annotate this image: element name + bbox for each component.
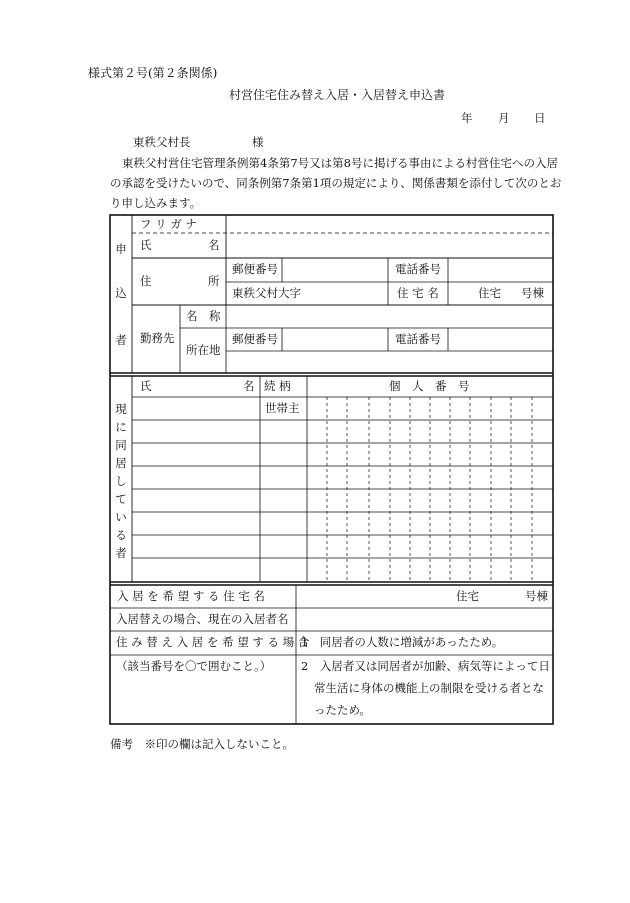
work-location-label: 所在地 bbox=[186, 343, 221, 357]
cohabitant-char-7: い bbox=[115, 510, 127, 524]
addressee: 東秩父村長 bbox=[133, 135, 191, 149]
form-title: 村営住宅住み替え入居・入居替え申込書 bbox=[229, 88, 446, 102]
applicant-char-3: 者 bbox=[115, 333, 127, 347]
house-suffix: 住宅 bbox=[478, 286, 501, 300]
cohabitant-char-5: し bbox=[115, 474, 127, 488]
reason-1: 1 同居者の人数に増減があったため。 bbox=[301, 635, 504, 649]
work-phone-label: 電話番号 bbox=[395, 332, 441, 346]
cohabitant-row-lines bbox=[132, 397, 553, 558]
name-label-a: 氏 bbox=[140, 238, 152, 252]
head-of-household: 世帯主 bbox=[265, 401, 300, 415]
work-name-label: 名 称 bbox=[186, 309, 221, 323]
current-occupant-label: 入居替えの場合、現在の入居者名 bbox=[116, 612, 289, 626]
body-text-line-1: 東秩父村営住宅管理条例第4条第7号又は第8号に掲げる事由による村営住宅への入居 bbox=[122, 156, 558, 170]
col-relation: 続 柄 bbox=[264, 379, 291, 393]
cohabitant-char-9: 者 bbox=[115, 546, 127, 560]
address-label-a: 住 bbox=[140, 274, 152, 288]
address-label-b: 所 bbox=[208, 274, 220, 288]
reason-2-line-3: ったため。 bbox=[314, 703, 372, 717]
id-digit-dividers bbox=[327, 397, 532, 582]
body-text-line-2: の承認を受けたいので、同条例第7条第1項の規定により、関係書類を添付して次のとお bbox=[110, 176, 562, 190]
applicant-char-1: 申 bbox=[115, 242, 127, 256]
building-suffix: 号棟 bbox=[521, 286, 544, 300]
date-month: 月 bbox=[498, 111, 510, 125]
remarks-note: 備考 ※印の欄は記入しないこと。 bbox=[110, 737, 294, 751]
reason-2-line-2: 常生活に身体の機能上の制限を受ける者とな bbox=[314, 681, 544, 695]
cohabitant-char-8: る bbox=[115, 528, 127, 542]
cohabitant-char-6: て bbox=[115, 492, 127, 506]
work-postal-label: 郵便番号 bbox=[232, 332, 278, 346]
name-label-b: 名 bbox=[208, 238, 220, 252]
circle-instruction: （該当番号を〇で囲むこと。） bbox=[116, 659, 272, 673]
form-number: 様式第２号(第２条関係) bbox=[88, 66, 218, 80]
date-day: 日 bbox=[534, 111, 546, 125]
cohabitant-char-3: 同 bbox=[115, 438, 127, 452]
relocation-label: 住 み 替 え 入 居 を 希 望 す る 場 合 bbox=[116, 635, 310, 649]
desired-house-suffix: 住宅 bbox=[456, 589, 479, 603]
village-prefix: 東秩父村大字 bbox=[232, 286, 301, 300]
cohabitant-char-4: 居 bbox=[115, 456, 127, 470]
col-individual-number: 個 人 番 号 bbox=[389, 379, 470, 393]
house-name-label: 住 宅 名 bbox=[397, 286, 439, 300]
col-name-b: 名 bbox=[243, 379, 255, 393]
postal-label: 郵便番号 bbox=[232, 262, 278, 276]
phone-label: 電話番号 bbox=[395, 262, 441, 276]
reason-2-line-1: 2 入居者又は同居者が加齢、病気等によって日 bbox=[301, 659, 550, 673]
col-name-a: 氏 bbox=[140, 379, 152, 393]
desired-house-label: 入 居 を 希 望 す る 住 宅 名 bbox=[117, 589, 265, 603]
date-year: 年 bbox=[461, 111, 473, 125]
applicant-char-2: 込 bbox=[115, 286, 127, 300]
cohabitant-char-2: に bbox=[115, 420, 127, 434]
desired-building-suffix: 号棟 bbox=[525, 589, 548, 603]
work-label: 勤務先 bbox=[140, 331, 175, 345]
addressee-honorific: 様 bbox=[252, 135, 264, 149]
cohabitant-char-1: 現 bbox=[115, 402, 127, 416]
furigana-label: フ リ ガ ナ bbox=[140, 217, 197, 231]
body-text-line-3: り申し込みます。 bbox=[110, 196, 202, 210]
